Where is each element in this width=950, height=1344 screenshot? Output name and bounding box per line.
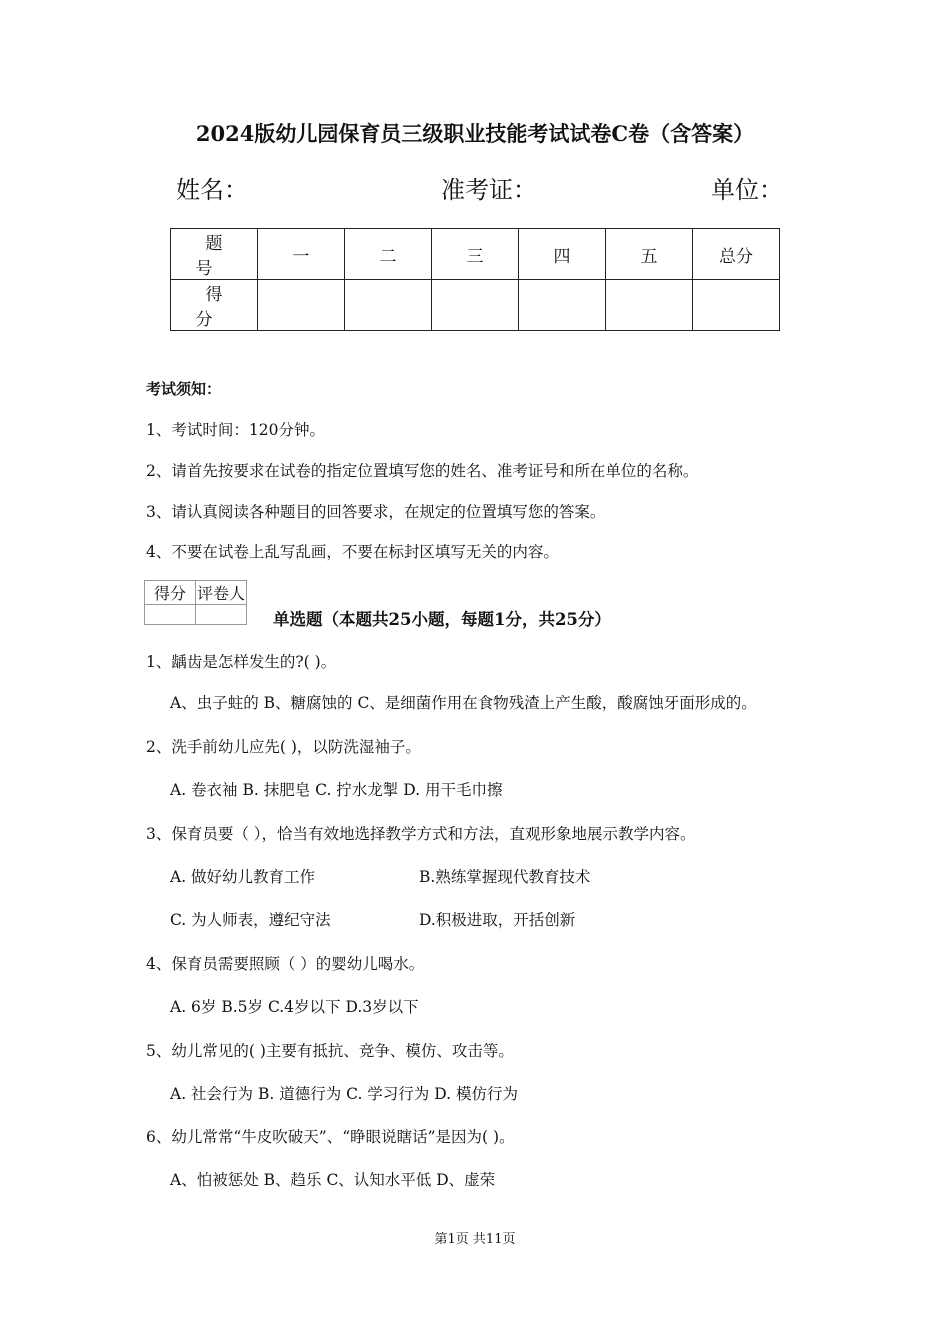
question-options: A. 卷衣袖 B. 抹肥皂 C. 拧水龙掣 D. 用干毛巾擦 [170, 781, 503, 799]
score-table-header-row [171, 229, 780, 280]
name-field-label: 姓名： [176, 176, 248, 204]
grader-box [144, 580, 247, 625]
score-table-header-cell: 三 [432, 229, 519, 280]
score-table-score-row [171, 280, 780, 331]
score-cell[interactable] [258, 280, 345, 331]
notice-item: 2、请首先按要求在试卷的指定位置填写您的姓名、准考证号和所在单位的名称。 [146, 462, 699, 480]
question-text: 1、龋齿是怎样发生的?( )。 [146, 653, 337, 671]
notice-item: 3、请认真阅读各种题目的回答要求，在规定的位置填写您的答案。 [146, 503, 606, 521]
question-option: A. 做好幼儿教育工作 [170, 868, 316, 886]
question-options: A. 6岁 B.5岁 C.4岁以下 D.3岁以下 [170, 998, 419, 1016]
question-text: 3、保育员要（ ），恰当有效地选择教学方式和方法，直观形象地展示教学内容。 [146, 825, 696, 843]
score-table-header-cell: 五 [606, 229, 693, 280]
exam-id-field-label: 准考证： [441, 176, 537, 204]
page-title: 2024版幼儿园保育员三级职业技能考试试卷C卷（含答案） [195, 121, 755, 146]
grader-box-score-cell[interactable] [145, 605, 196, 625]
score-cell[interactable] [519, 280, 606, 331]
question-options: A、怕被惩处 B、趋乐 C、认知水平低 D、虚荣 [170, 1171, 496, 1189]
grader-box-grader-label: 评卷人 [196, 581, 247, 605]
section-title: 单选题（本题共25小题，每题1分，共25分） [273, 610, 611, 629]
question-option: B.熟练掌握现代教育技术 [419, 868, 591, 886]
notice-item: 1、考试时间：120分钟。 [146, 421, 325, 439]
page-footer: 第1页 共11页 [434, 1232, 516, 1247]
score-table-header-cell: 二 [345, 229, 432, 280]
score-cell[interactable] [606, 280, 693, 331]
question-options: A. 社会行为 B. 道德行为 C. 学习行为 D. 模仿行为 [170, 1085, 518, 1103]
question-text: 4、保育员需要照顾（ ）的婴幼儿喝水。 [146, 955, 425, 973]
score-cell[interactable] [693, 280, 780, 331]
score-table-header-cell: 四 [519, 229, 606, 280]
grader-box-score-label: 得分 [145, 581, 196, 605]
score-table-header-cell: 总分 [693, 229, 780, 280]
question-options: A、虫子蛀的 B、糖腐蚀的 C、是细菌作用在食物残渣上产生酸，酸腐蚀牙面形成的。 [170, 694, 757, 712]
notice-title: 考试须知： [146, 380, 222, 398]
question-option: D.积极进取，开括创新 [419, 911, 576, 929]
score-table-header-cell: 题 号 [171, 229, 258, 280]
question-text: 6、幼儿常常“牛皮吹破天”、“睁眼说瞎话”是因为( )。 [146, 1128, 515, 1146]
question-text: 2、洗手前幼儿应先( )，以防洗湿袖子。 [146, 738, 421, 756]
notice-item: 4、不要在试卷上乱写乱画，不要在标封区填写无关的内容。 [146, 543, 559, 561]
question-text: 5、幼儿常见的( )主要有抵抗、竞争、模仿、攻击等。 [146, 1042, 514, 1060]
score-table [170, 228, 780, 331]
question-option: C. 为人师表，遵纪守法 [170, 911, 331, 929]
score-table-header-cell: 一 [258, 229, 345, 280]
grader-box-grader-cell[interactable] [196, 605, 247, 625]
score-cell[interactable] [432, 280, 519, 331]
score-cell[interactable] [345, 280, 432, 331]
score-row-label: 得 分 [171, 280, 258, 331]
unit-field-label: 单位： [711, 176, 783, 204]
